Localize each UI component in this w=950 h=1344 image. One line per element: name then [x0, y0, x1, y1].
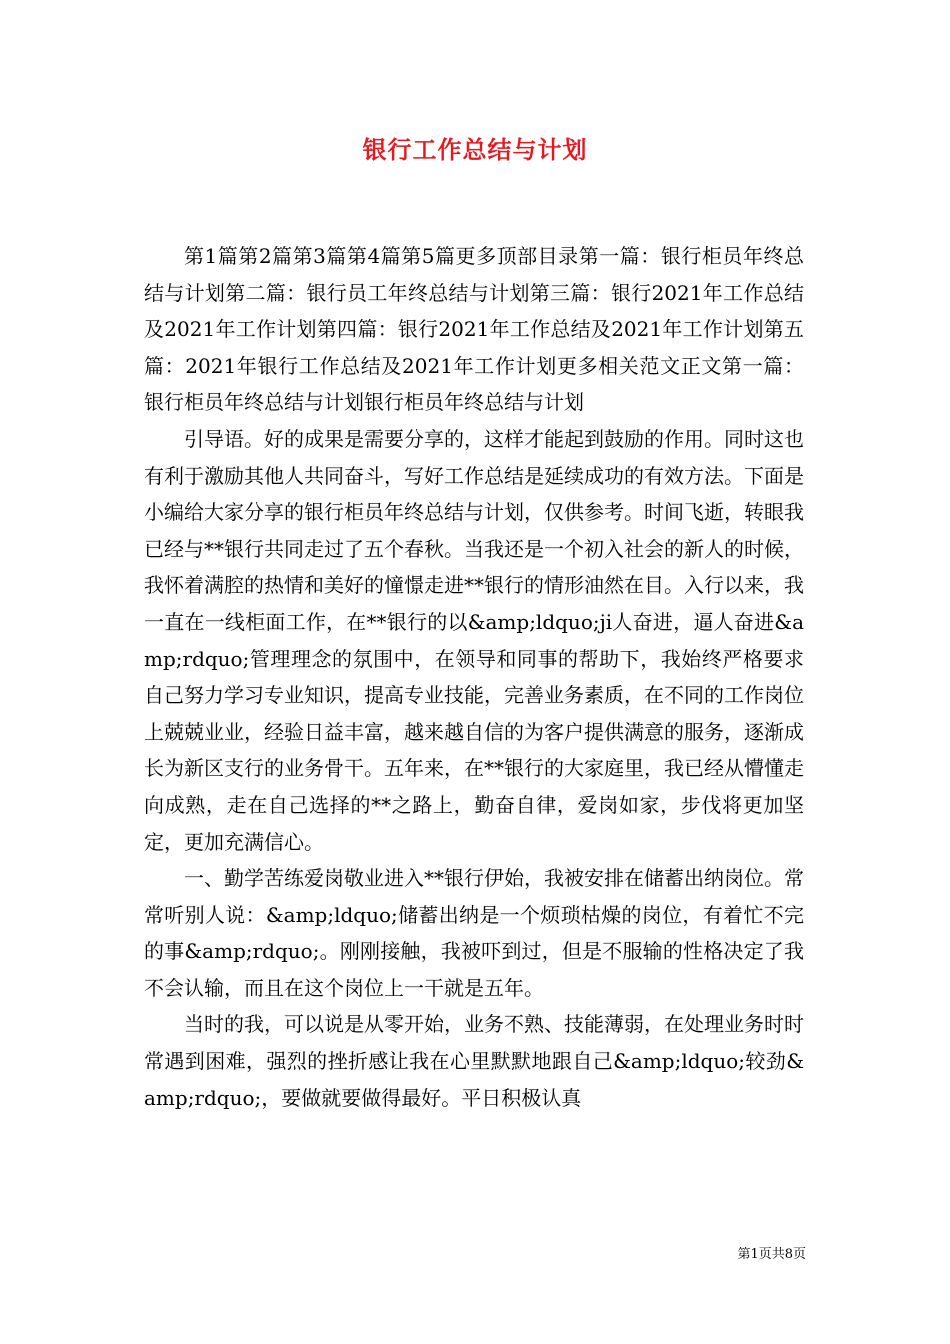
page-number-footer: 第1页共8页 [737, 1247, 806, 1262]
paragraph-table-of-contents: 第1篇第2篇第3篇第4篇第5篇更多顶部目录第一篇：银行柜员年终总结与计划第二篇：银行员工年终总结与计划第三篇：银行2021年工作总结及2021年工作计划第四篇：银行2021年工作总结及2021年工作计划第五篇：2021年银行工作总结及2021年工作计划更多相关范文正文第一篇：银行柜员年终总结与计划银行柜员年终总结与计划 [144, 244, 804, 415]
paragraph-continuation: 当时的我，可以说是从零开始，业务不熟、技能薄弱，在处理业务时时常遇到困难，强烈的挫折感让我在心里默默地跟自己&amp;ldquo;较劲&amp;rdquo;，要做就要做得最好。平日积极认真 [144, 1012, 804, 1110]
document-body [144, 238, 804, 1116]
paragraph-introduction: 引导语。好的成果是需要分享的，这样才能起到鼓励的作用。同时这也有利于激励其他人共同奋斗，写好工作总结是延续成功的有效方法。下面是小编给大家分享的银行柜员年终总结与计划，仅供参考。时间飞逝，转眼我已经与**银行共同走过了五个春秋。当我还是一个初入社会的新人的时候，我怀着满腔的热情和美好的憧憬走进**银行的情形油然在目。入行以来，我一直在一线柜面工作，在**银行的以&amp;ldquo;ji人奋进，逼人奋进&amp;rdquo;管理理念的氛围中，在领导和同事的帮助下，我始终严格要求自己努力学习专业知识，提高专业技能，完善业务素质，在不同的工作岗位上兢兢业业，经验日益丰富，越来越自信的为客户提供满意的服务，逐渐成长为新区支行的业务骨干。五年来，在**银行的大家庭里，我已经从懵懂走向成熟，走在自己选择的**之路上，勤奋自律，爱岗如家，步伐将更加坚定，更加充满信心。 [144, 426, 804, 854]
paragraph-section-one: 一、勤学苦练爱岗敬业进入**银行伊始，我被安排在储蓄出纳岗位。常常听别人说：&amp;ldquo;储蓄出纳是一个烦琐枯燥的岗位，有着忙不完的事&amp;rdquo;。刚刚接触，我被吓到过，但是不服输的性格决定了我不会认输，而且在这个岗位上一干就是五年。 [144, 866, 804, 1000]
document-title: 银行工作总结与计划 [362, 135, 588, 164]
